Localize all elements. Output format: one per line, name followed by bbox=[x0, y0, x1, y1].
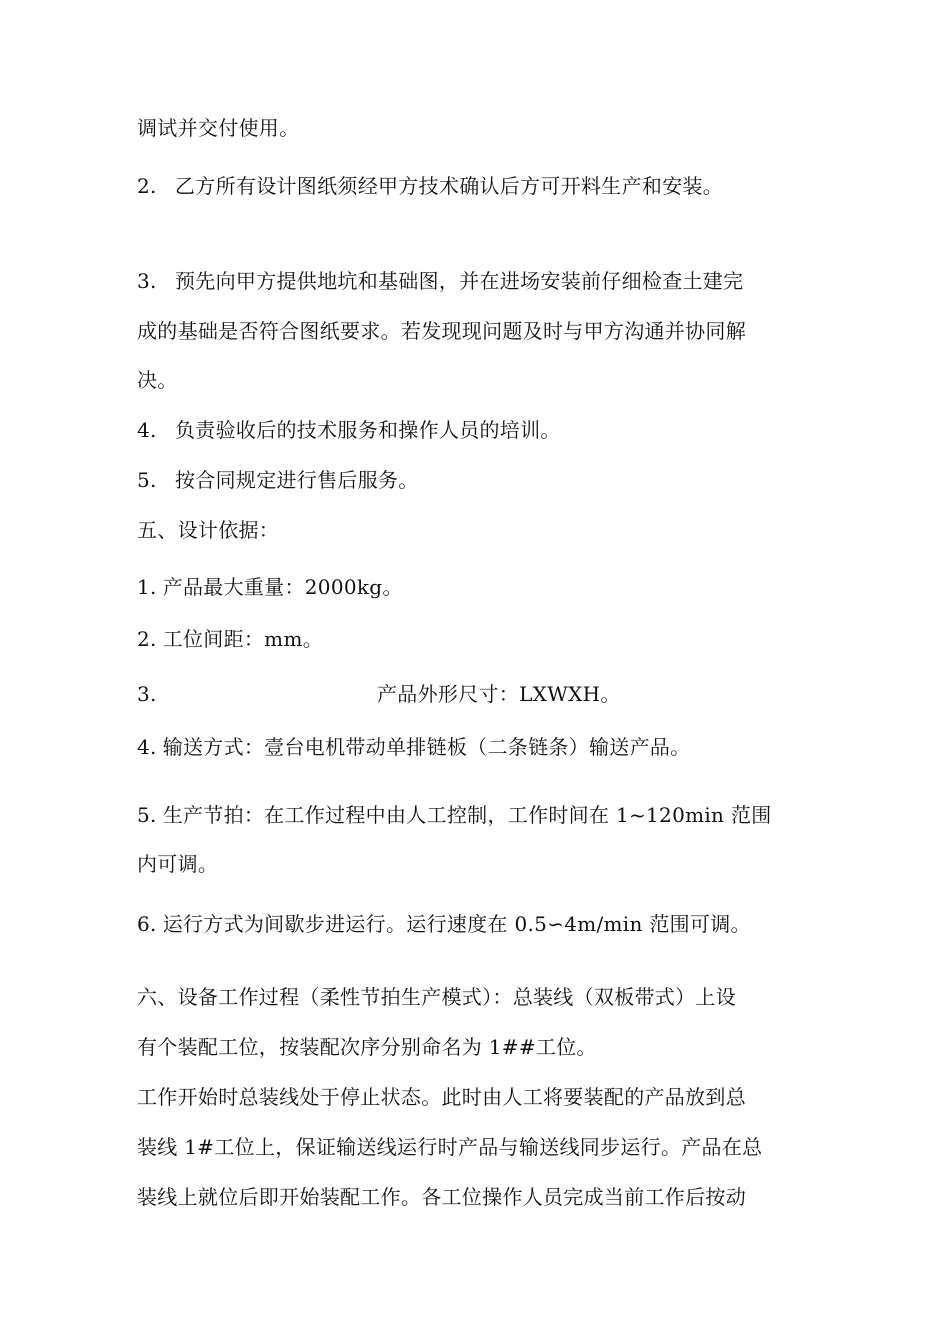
list-item: 4. 输送方式：壹台电机带动单排链板（二条链条）输送产品。 bbox=[137, 735, 691, 759]
list-item: 3. 产品外形尺寸：LXWXH。 bbox=[137, 682, 621, 706]
list-item: 2. 乙方所有设计图纸须经甲方技术确认后方可开料生产和安装。 bbox=[137, 174, 724, 198]
list-item: 6. 运行方式为间歇步进运行。运行速度在 0.5∽4m/min 范围可调。 bbox=[137, 912, 751, 936]
text-line: 内可调。 bbox=[137, 852, 219, 876]
list-item: 5. 按合同规定进行售后服务。 bbox=[137, 468, 419, 492]
text-line: 决。 bbox=[137, 368, 178, 392]
list-item: 3. 预先向甲方提供地坑和基础图，并在进场安装前仔细检查土建完 bbox=[137, 269, 744, 293]
text-line: 装线上就位后即开始装配工作。各工位操作人员完成当前工作后按动 bbox=[137, 1185, 746, 1209]
text-line: 有个装配工位，按装配次序分别命名为 1##工位。 bbox=[137, 1035, 597, 1059]
text-line: 工作开始时总装线处于停止状态。此时由人工将要装配的产品放到总 bbox=[137, 1085, 746, 1109]
section-heading: 六、设备工作过程（柔性节拍生产模式）：总装线（双板带式）上设 bbox=[137, 985, 736, 1009]
text-line: 成的基础是否符合图纸要求。若发现现问题及时与甲方沟通并协同解 bbox=[137, 319, 746, 343]
text-line: 装线 1#工位上，保证输送线运行时产品与输送线同步运行。产品在总 bbox=[137, 1135, 763, 1159]
section-heading: 五、设计依据： bbox=[137, 518, 280, 542]
list-item: 5. 生产节拍：在工作过程中由人工控制，工作时间在 1~120min 范围 bbox=[137, 803, 772, 827]
list-item: 4. 负责验收后的技术服务和操作人员的培训。 bbox=[137, 418, 561, 442]
text-line: 调试并交付使用。 bbox=[137, 116, 300, 140]
list-item: 2. 工位间距：mm。 bbox=[137, 627, 324, 651]
list-item: 1. 产品最大重量：2000kg。 bbox=[137, 575, 403, 599]
